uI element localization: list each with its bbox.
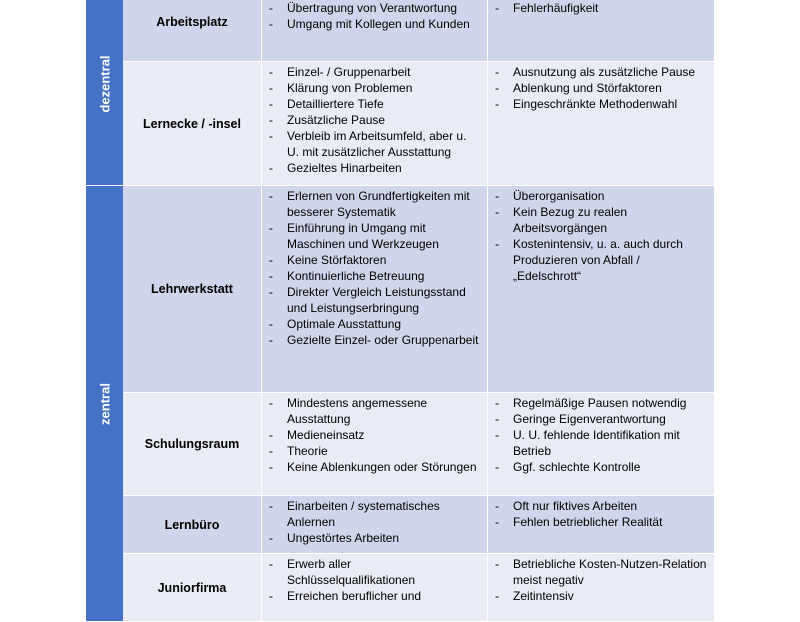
advantages-cell bbox=[262, 62, 488, 185]
list-item-text: Eingeschränkte Methodenwahl bbox=[513, 97, 678, 111]
list-item bbox=[269, 112, 481, 128]
list-item-text: Kontinuierliche Betreuung bbox=[287, 269, 425, 283]
bullet-dash: - bbox=[269, 285, 273, 299]
list-item-text: Verbleib im Arbeitsumfeld, aber u. U. mit zusätzlicher Ausstattung bbox=[287, 129, 467, 159]
bullet-dash: - bbox=[269, 396, 273, 410]
list-item-text: Fehlerhäufigkeit bbox=[513, 1, 599, 15]
list-item-text: Übertragung von Verantwortung bbox=[287, 1, 458, 15]
learning-locations-table bbox=[86, 0, 714, 622]
list-item bbox=[269, 332, 481, 348]
bullet-dash: - bbox=[269, 253, 273, 267]
bullet-dash: - bbox=[495, 557, 499, 571]
list-item-text: Einführung in Umgang mit Maschinen und Werkzeugen bbox=[287, 221, 439, 251]
bullet-dash: - bbox=[269, 129, 273, 143]
list-item bbox=[269, 395, 481, 427]
list-item-text: Zusätzliche Pause bbox=[287, 113, 386, 127]
advantages-list bbox=[262, 554, 487, 604]
table-row bbox=[123, 0, 714, 62]
bullet-dash: - bbox=[495, 515, 499, 529]
location-name: Schulungsraum bbox=[123, 393, 262, 495]
bullet-dash: - bbox=[269, 428, 273, 442]
advantages-list bbox=[262, 62, 487, 176]
list-item-text: Kein Bezug zu realen Arbeitsvorgängen bbox=[513, 205, 628, 235]
list-item bbox=[269, 220, 481, 252]
location-name: Lernecke / -insel bbox=[123, 62, 262, 185]
bullet-dash: - bbox=[269, 589, 273, 603]
list-item-text: Zeitintensiv bbox=[513, 589, 574, 603]
list-item-text: Detailliertere Tiefe bbox=[287, 97, 384, 111]
list-item-text: U. U. fehlende Identifikation mit Betrieb bbox=[513, 428, 680, 458]
list-item-text: Keine Störfaktoren bbox=[287, 253, 387, 267]
list-item-text: Überorganisation bbox=[513, 189, 605, 203]
group-dezentral bbox=[86, 0, 123, 186]
list-item-text: Medieneinsatz bbox=[287, 428, 365, 442]
list-item-text: Optimale Ausstattung bbox=[287, 317, 402, 331]
disadvantages-list bbox=[488, 0, 714, 16]
bullet-dash: - bbox=[495, 1, 499, 15]
list-item bbox=[495, 188, 708, 204]
bullet-dash: - bbox=[495, 97, 499, 111]
list-item-text: Regelmäßige Pausen notwendig bbox=[513, 396, 687, 410]
list-item bbox=[495, 514, 708, 530]
list-item-text: Einarbeiten / systematisches Anlernen bbox=[287, 499, 440, 529]
bullet-dash: - bbox=[495, 65, 499, 79]
list-item bbox=[269, 556, 481, 588]
list-item bbox=[269, 252, 481, 268]
location-name: Lehrwerkstatt bbox=[123, 186, 262, 392]
list-item bbox=[269, 96, 481, 112]
bullet-dash: - bbox=[495, 205, 499, 219]
table-row bbox=[123, 554, 714, 622]
bullet-dash: - bbox=[269, 1, 273, 15]
list-item bbox=[269, 268, 481, 284]
bullet-dash: - bbox=[495, 460, 499, 474]
list-item-text: Gezielte Einzel- oder Gruppenarbeit bbox=[287, 333, 479, 347]
list-item bbox=[495, 459, 708, 475]
bullet-dash: - bbox=[495, 396, 499, 410]
bullet-dash: - bbox=[269, 113, 273, 127]
bullet-dash: - bbox=[269, 189, 273, 203]
list-item bbox=[495, 80, 708, 96]
list-item bbox=[269, 427, 481, 443]
advantages-cell bbox=[262, 393, 488, 495]
list-item bbox=[269, 160, 481, 176]
list-item-text: Fehlen betrieblicher Realität bbox=[513, 515, 663, 529]
disadvantages-cell bbox=[488, 496, 714, 553]
table-row bbox=[123, 186, 714, 393]
list-item bbox=[495, 96, 708, 112]
disadvantages-list bbox=[488, 62, 714, 112]
list-item bbox=[269, 316, 481, 332]
list-item-text: Erwerb aller Schlüsselqualifikationen bbox=[287, 557, 416, 587]
list-item bbox=[495, 411, 708, 427]
list-item bbox=[269, 498, 481, 530]
list-item bbox=[495, 236, 708, 284]
list-item bbox=[495, 556, 708, 588]
bullet-dash: - bbox=[269, 81, 273, 95]
disadvantages-cell bbox=[488, 62, 714, 185]
bullet-dash: - bbox=[269, 269, 273, 283]
bullet-dash: - bbox=[269, 317, 273, 331]
advantages-cell bbox=[262, 496, 488, 553]
disadvantages-cell bbox=[488, 186, 714, 392]
disadvantages-list bbox=[488, 186, 714, 284]
bullet-dash: - bbox=[269, 17, 273, 31]
bullet-dash: - bbox=[269, 221, 273, 235]
list-item bbox=[269, 459, 481, 475]
bullet-dash: - bbox=[495, 189, 499, 203]
list-item bbox=[269, 443, 481, 459]
bullet-dash: - bbox=[495, 428, 499, 442]
list-item bbox=[495, 64, 708, 80]
bullet-dash: - bbox=[269, 557, 273, 571]
advantages-list bbox=[262, 186, 487, 348]
list-item bbox=[495, 588, 708, 604]
bullet-dash: - bbox=[269, 333, 273, 347]
table-row bbox=[123, 62, 714, 186]
list-item-text: Erlernen von Grundfertigkeiten mit besserer Systematik bbox=[287, 189, 470, 219]
advantages-cell bbox=[262, 0, 488, 61]
list-item bbox=[495, 204, 708, 236]
list-item-text: Mindestens angemessene Ausstattung bbox=[287, 396, 428, 426]
location-name: Juniorfirma bbox=[123, 554, 262, 621]
bullet-dash: - bbox=[495, 237, 499, 251]
disadvantages-cell bbox=[488, 0, 714, 61]
disadvantages-cell bbox=[488, 554, 714, 621]
list-item bbox=[269, 284, 481, 316]
list-item-text: Gezieltes Hinarbeiten bbox=[287, 161, 402, 175]
list-item-text: Ausnutzung als zusätzliche Pause bbox=[513, 65, 696, 79]
disadvantages-list bbox=[488, 496, 714, 530]
bullet-dash: - bbox=[495, 589, 499, 603]
list-item-text: Geringe Eigenverantwortung bbox=[513, 412, 666, 426]
list-item-text: Umgang mit Kollegen und Kunden bbox=[287, 17, 470, 31]
list-item bbox=[269, 64, 481, 80]
list-item-text: Erreichen beruflicher und bbox=[287, 589, 422, 603]
list-item bbox=[269, 0, 481, 16]
list-item bbox=[269, 188, 481, 220]
list-item-text: Theorie bbox=[287, 444, 328, 458]
list-item bbox=[495, 0, 708, 16]
disadvantages-list bbox=[488, 393, 714, 475]
bullet-dash: - bbox=[495, 81, 499, 95]
disadvantages-cell bbox=[488, 393, 714, 495]
bullet-dash: - bbox=[269, 65, 273, 79]
bullet-dash: - bbox=[495, 499, 499, 513]
bullet-dash: - bbox=[269, 444, 273, 458]
group-label: dezentral bbox=[97, 54, 112, 113]
list-item-text: Klärung von Problemen bbox=[287, 81, 413, 95]
advantages-list bbox=[262, 0, 487, 32]
list-item bbox=[269, 80, 481, 96]
bullet-dash: - bbox=[269, 97, 273, 111]
bullet-dash: - bbox=[269, 499, 273, 513]
bullet-dash: - bbox=[269, 531, 273, 545]
group-zentral bbox=[86, 186, 123, 622]
group-label: zentral bbox=[97, 382, 112, 425]
list-item bbox=[269, 128, 481, 160]
list-item-text: Betriebliche Kosten-Nutzen-Relation meist negativ bbox=[513, 557, 707, 587]
list-item-text: Ggf. schlechte Kontrolle bbox=[513, 460, 641, 474]
advantages-list bbox=[262, 393, 487, 475]
list-item bbox=[495, 498, 708, 514]
list-item-text: Ungestörtes Arbeiten bbox=[287, 531, 400, 545]
list-item bbox=[269, 588, 481, 604]
list-item bbox=[495, 427, 708, 459]
bullet-dash: - bbox=[269, 460, 273, 474]
table-row bbox=[123, 496, 714, 554]
list-item-text: Ablenkung und Störfaktoren bbox=[513, 81, 662, 95]
list-item-text: Direkter Vergleich Leistungsstand und Leistungserbringung bbox=[287, 285, 466, 315]
list-item bbox=[269, 16, 481, 32]
list-item-text: Einzel- / Gruppenarbeit bbox=[287, 65, 411, 79]
list-item-text: Keine Ablenkungen oder Störungen bbox=[287, 460, 477, 474]
table-row bbox=[123, 393, 714, 496]
list-item-text: Kostenintensiv, u. a. auch durch Produzieren von Abfall / „Edelschrott“ bbox=[513, 237, 683, 283]
bullet-dash: - bbox=[269, 161, 273, 175]
advantages-list bbox=[262, 496, 487, 546]
bullet-dash: - bbox=[495, 412, 499, 426]
location-name: Arbeitsplatz bbox=[123, 0, 262, 61]
location-name: Lernbüro bbox=[123, 496, 262, 553]
advantages-cell bbox=[262, 186, 488, 392]
list-item bbox=[495, 395, 708, 411]
list-item-text: Oft nur fiktives Arbeiten bbox=[513, 499, 638, 513]
advantages-cell bbox=[262, 554, 488, 621]
list-item bbox=[269, 530, 481, 546]
disadvantages-list bbox=[488, 554, 714, 604]
